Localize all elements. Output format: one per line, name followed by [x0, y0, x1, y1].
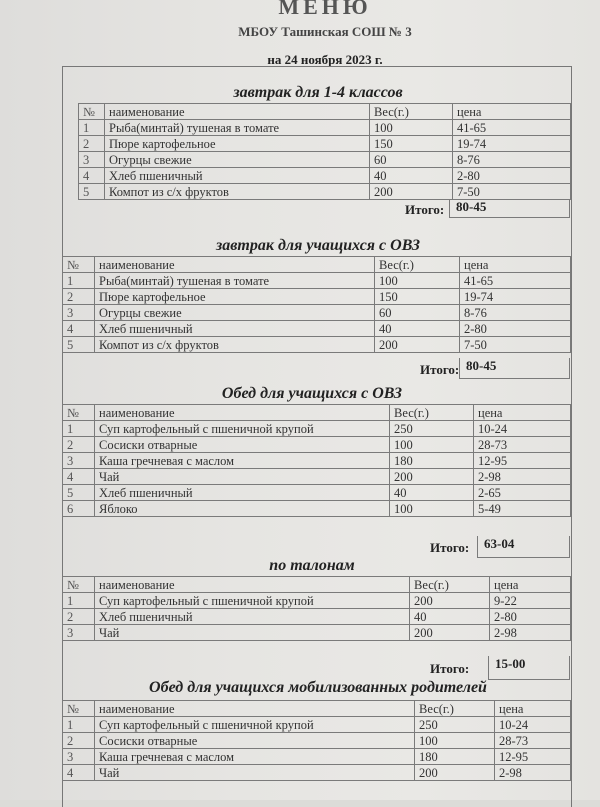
- dish-price: 28-73: [495, 733, 571, 749]
- dish-price: 2-98: [490, 625, 571, 641]
- table-row: [63, 501, 571, 517]
- row-number: 2: [63, 733, 95, 749]
- table-header-row: [79, 104, 571, 120]
- table-row: [63, 437, 571, 453]
- table-row: [63, 337, 571, 353]
- column-header-weight: Вес(г.): [375, 257, 460, 273]
- dish-weight: 250: [390, 421, 474, 437]
- row-number: 2: [79, 136, 105, 152]
- column-header-weight: Вес(г.): [390, 405, 474, 421]
- dish-name: Суп картофельный с пшеничной крупой: [95, 593, 410, 609]
- menu-table-lunch-mobilized: [62, 700, 571, 781]
- table-row: [63, 469, 571, 485]
- school-name: МБОУ Ташинская СОШ № 3: [238, 24, 412, 39]
- dish-weight: 200: [375, 337, 460, 353]
- menu-title: МЕНЮ: [278, 0, 372, 19]
- dish-name: Хлеб пшеничный: [105, 168, 370, 184]
- table-row: [63, 421, 571, 437]
- dish-price: 2-65: [474, 485, 571, 501]
- row-number: 2: [63, 437, 95, 453]
- dish-weight: 200: [415, 765, 495, 781]
- dish-price: 8-76: [460, 305, 571, 321]
- total-label: Итого:: [430, 661, 470, 676]
- dish-weight: 200: [370, 184, 453, 200]
- dish-name: Компот из с/х фруктов: [105, 184, 370, 200]
- column-header-name: наименование: [95, 257, 375, 273]
- dish-price: 7-50: [453, 184, 571, 200]
- row-number: 4: [63, 321, 95, 337]
- table-row: [63, 453, 571, 469]
- row-number: 4: [63, 469, 95, 485]
- dish-name: Каша гречневая с маслом: [95, 749, 415, 765]
- column-header-price: цена: [495, 701, 571, 717]
- row-number: 5: [63, 485, 95, 501]
- row-number: 5: [79, 184, 105, 200]
- total-value-lunch-ovz: 63-04: [477, 536, 570, 558]
- column-header-num: №: [63, 577, 95, 593]
- table-row: [79, 184, 571, 200]
- column-header-name: наименование: [95, 577, 410, 593]
- dish-weight: 40: [375, 321, 460, 337]
- total-value-breakfast-1-4: 80-45: [449, 199, 570, 218]
- dish-weight: 100: [390, 501, 474, 517]
- table-row: [63, 609, 571, 625]
- table-row: [79, 152, 571, 168]
- dish-price: 2-80: [460, 321, 571, 337]
- dish-weight: 60: [370, 152, 453, 168]
- dish-price: 19-74: [460, 289, 571, 305]
- table-row: [63, 625, 571, 641]
- dish-weight: 60: [375, 305, 460, 321]
- table-row: [63, 321, 571, 337]
- dish-weight: 100: [390, 437, 474, 453]
- column-header-num: №: [63, 701, 95, 717]
- row-number: 6: [63, 501, 95, 517]
- dish-weight: 100: [370, 120, 453, 136]
- menu-table-lunch-ovz: [62, 404, 571, 517]
- dish-name: Огурцы свежие: [105, 152, 370, 168]
- dish-name: Чай: [95, 625, 410, 641]
- dish-name: Компот из с/х фруктов: [95, 337, 375, 353]
- dish-name: Сосиски отварные: [95, 733, 415, 749]
- section-title-coupons: по талонам: [269, 557, 355, 574]
- dish-price: 5-49: [474, 501, 571, 517]
- column-header-num: №: [63, 405, 95, 421]
- dish-weight: 200: [390, 469, 474, 485]
- row-number: 3: [63, 305, 95, 321]
- column-header-name: наименование: [105, 104, 370, 120]
- table-row: [63, 749, 571, 765]
- dish-weight: 100: [415, 733, 495, 749]
- dish-price: 10-24: [495, 717, 571, 733]
- dish-price: 2-98: [495, 765, 571, 781]
- dish-price: 9-22: [490, 593, 571, 609]
- dish-weight: 100: [375, 273, 460, 289]
- menu-table-coupons: [62, 576, 571, 641]
- column-header-price: цена: [460, 257, 571, 273]
- column-header-weight: Вес(г.): [370, 104, 453, 120]
- table-header-row: [63, 701, 571, 717]
- dish-weight: 180: [415, 749, 495, 765]
- dish-price: 19-74: [453, 136, 571, 152]
- dish-price: 7-50: [460, 337, 571, 353]
- dish-name: Хлеб пшеничный: [95, 321, 375, 337]
- row-number: 3: [63, 453, 95, 469]
- column-header-num: №: [79, 104, 105, 120]
- column-header-num: №: [63, 257, 95, 273]
- column-header-weight: Вес(г.): [410, 577, 490, 593]
- section-title-lunch-mobilized: Обед для учащихся мобилизованных родителей: [149, 679, 487, 696]
- dish-name: Суп картофельный с пшеничной крупой: [95, 421, 390, 437]
- dish-price: 8-76: [453, 152, 571, 168]
- row-number: 1: [63, 273, 95, 289]
- dish-name: Суп картофельный с пшеничной крупой: [95, 717, 415, 733]
- dish-weight: 200: [410, 593, 490, 609]
- table-row: [79, 168, 571, 184]
- dish-price: 12-95: [474, 453, 571, 469]
- row-number: 4: [79, 168, 105, 184]
- section-title-lunch-ovz: Обед для учащихся с ОВЗ: [221, 385, 403, 402]
- section-title-breakfast-1-4: завтрак для 1-4 классов: [233, 84, 403, 101]
- dish-weight: 40: [370, 168, 453, 184]
- table-row: [63, 289, 571, 305]
- dish-name: Хлеб пшеничный: [95, 485, 390, 501]
- total-label: Итого:: [430, 540, 470, 555]
- dish-name: Пюре картофельное: [95, 289, 375, 305]
- column-header-price: цена: [474, 405, 571, 421]
- dish-price: 41-65: [460, 273, 571, 289]
- column-header-price: цена: [490, 577, 571, 593]
- table-row: [63, 485, 571, 501]
- dish-weight: 250: [415, 717, 495, 733]
- dish-name: Пюре картофельное: [105, 136, 370, 152]
- dish-price: 12-95: [495, 749, 571, 765]
- dish-weight: 150: [375, 289, 460, 305]
- menu-table-breakfast-ovz: [62, 256, 571, 353]
- row-number: 2: [63, 289, 95, 305]
- row-number: 4: [63, 765, 95, 781]
- dish-name: Огурцы свежие: [95, 305, 375, 321]
- row-number: 5: [63, 337, 95, 353]
- dish-name: Чай: [95, 469, 390, 485]
- table-row: [79, 136, 571, 152]
- dish-price: 2-98: [474, 469, 571, 485]
- column-header-name: наименование: [95, 405, 390, 421]
- table-row: [63, 305, 571, 321]
- dish-weight: 40: [410, 609, 490, 625]
- total-value-breakfast-ovz: 80-45: [459, 358, 570, 379]
- dish-name: Рыба(минтай) тушеная в томате: [105, 120, 370, 136]
- table-row: [79, 120, 571, 136]
- dish-name: Сосиски отварные: [95, 437, 390, 453]
- table-row: [63, 593, 571, 609]
- table-header-row: [63, 257, 571, 273]
- dish-name: Яблоко: [95, 501, 390, 517]
- dish-name: Чай: [95, 765, 415, 781]
- dish-weight: 200: [410, 625, 490, 641]
- table-row: [63, 273, 571, 289]
- total-value-coupons: 15-00: [488, 656, 570, 680]
- row-number: 3: [63, 749, 95, 765]
- section-title-breakfast-ovz: завтрак для учащихся с ОВЗ: [216, 237, 420, 254]
- column-header-name: наименование: [95, 701, 415, 717]
- dish-name: Хлеб пшеничный: [95, 609, 410, 625]
- row-number: 1: [63, 421, 95, 437]
- menu-table-breakfast-1-4: [78, 103, 571, 200]
- total-label: Итого:: [405, 202, 445, 217]
- dish-weight: 180: [390, 453, 474, 469]
- dish-name: Каша гречневая с маслом: [95, 453, 390, 469]
- table-header-row: [63, 577, 571, 593]
- table-row: [63, 717, 571, 733]
- total-label: Итого:: [420, 362, 460, 377]
- column-header-weight: Вес(г.): [415, 701, 495, 717]
- dish-price: 2-80: [490, 609, 571, 625]
- column-header-price: цена: [453, 104, 571, 120]
- row-number: 1: [63, 593, 95, 609]
- row-number: 1: [63, 717, 95, 733]
- table-row: [63, 733, 571, 749]
- dish-name: Рыба(минтай) тушеная в томате: [95, 273, 375, 289]
- row-number: 3: [63, 625, 95, 641]
- dish-weight: 150: [370, 136, 453, 152]
- dish-price: 41-65: [453, 120, 571, 136]
- table-row: [63, 765, 571, 781]
- row-number: 1: [79, 120, 105, 136]
- dish-price: 28-73: [474, 437, 571, 453]
- dish-price: 10-24: [474, 421, 571, 437]
- dish-price: 2-80: [453, 168, 571, 184]
- table-header-row: [63, 405, 571, 421]
- row-number: 2: [63, 609, 95, 625]
- dish-weight: 40: [390, 485, 474, 501]
- menu-date: на 24 ноября 2023 г.: [267, 52, 383, 67]
- row-number: 3: [79, 152, 105, 168]
